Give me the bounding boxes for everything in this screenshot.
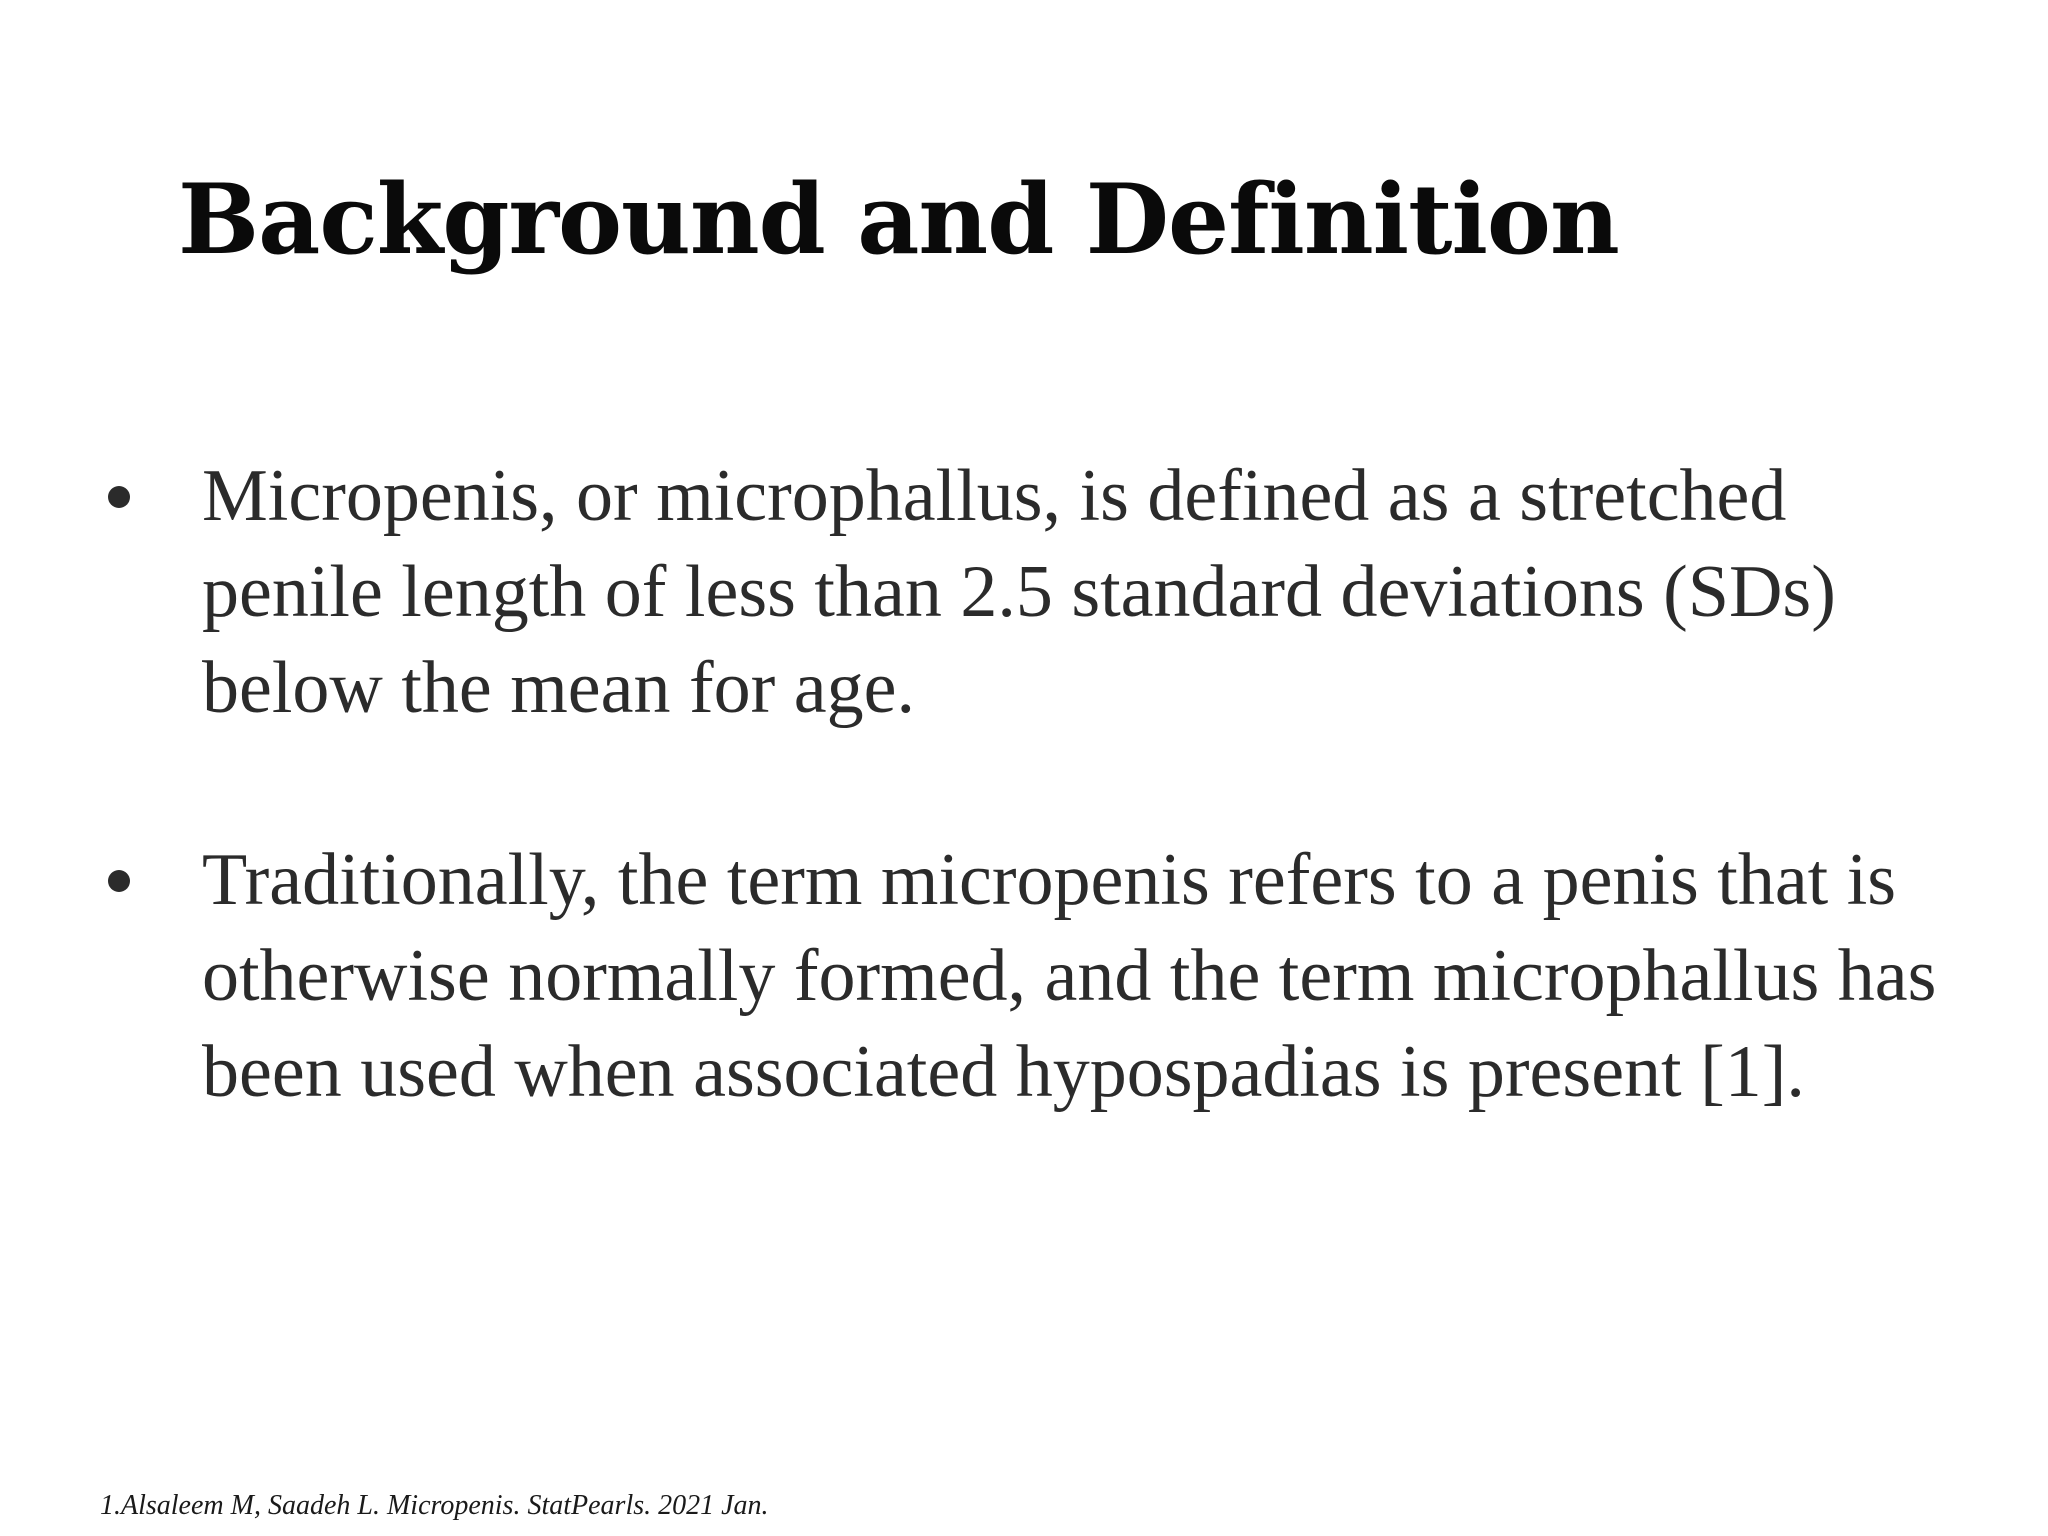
reference-footnote: 1.Alsaleem M, Saadeh L. Micropenis. StatPearls. 2021 Jan. xyxy=(100,1490,769,1521)
bullet-list xyxy=(0,448,2048,1120)
bullet-item-definition xyxy=(0,448,1982,736)
bullet-text: Micropenis, or microphallus, is defined as a stretched penile length of less than 2.5 standard deviations (SDs) below the mean for age. xyxy=(202,455,1836,729)
bullet-dot-icon xyxy=(108,486,130,508)
bullet-dot-icon xyxy=(108,870,130,892)
bullet-text: Traditionally, the term micropenis refers to a penis that is otherwise normally formed, and the term microphallus has been used when associated hypospadias is present [1]. xyxy=(202,839,1937,1113)
slide-title: Background and Definition xyxy=(178,163,1619,276)
bullet-item-terminology xyxy=(0,832,1982,1120)
